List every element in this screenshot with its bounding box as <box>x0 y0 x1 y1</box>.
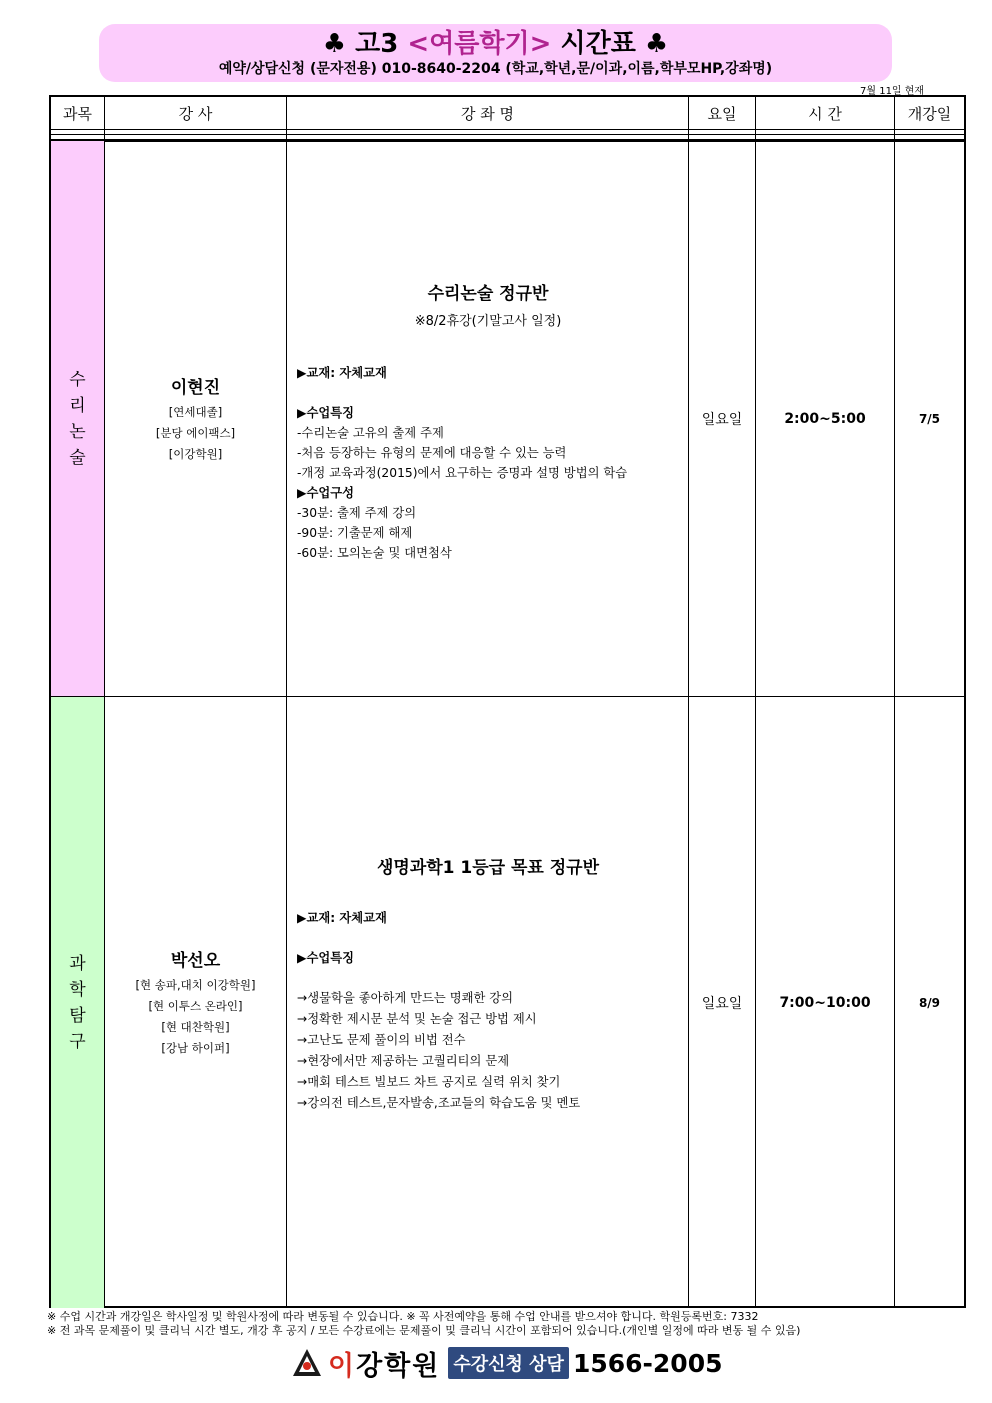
grid-line <box>51 129 964 130</box>
course-detail: →강의전 테스트,문자발송,조교들의 학습도움 및 멘토 <box>297 1096 581 1110</box>
col-header-day: 요일 <box>707 104 737 123</box>
register-label: 수강신청 상담 <box>448 1347 569 1379</box>
course-note: ※8/2휴강(기말고사 일정) <box>414 314 562 329</box>
course-detail: -수리논술 고유의 출제 주제 <box>297 426 444 440</box>
footnote: ※ 수업 시간과 개강일은 학사일정 및 학원사정에 따라 변동될 수 있습니다. ※ 꼭 사전예약을 통해 수업 안내를 받으셔야 합니다. 학원등록번호: 7332 <box>47 1310 759 1323</box>
day-cell <box>689 141 755 696</box>
timetable <box>49 95 966 1308</box>
teacher-credential: [분당 에이팩스] <box>155 425 236 440</box>
time-value: 7:00~10:00 <box>779 994 871 1011</box>
time-cell <box>756 141 894 696</box>
course-detail: -60분: 모의논술 및 대면첨삭 <box>297 546 452 560</box>
contact-subtitle: 예약/상담신청 (문자전용) 010-8640-2204 (학교,학년,문/이과,이름,학부모HP,강좌명) <box>218 61 773 77</box>
col-header-course: 강 좌 명 <box>460 104 514 123</box>
subject-label: 과학탐구 <box>69 953 86 1052</box>
course-detail: ▶교재: 자체교재 <box>297 366 387 380</box>
start-cell <box>895 697 964 1308</box>
course-detail: -처음 등장하는 유형의 문제에 대응할 수 있는 능력 <box>297 446 567 460</box>
start-date-value: 7/5 <box>918 411 941 426</box>
time-cell <box>756 697 894 1308</box>
page-title <box>99 28 892 60</box>
teacher-credential: [연세대졸] <box>168 404 223 419</box>
course-cell <box>288 853 688 1114</box>
teacher-name: 이현진 <box>170 377 221 398</box>
course-detail: →생물학을 좋아하게 만드는 명쾌한 강의 <box>297 991 513 1005</box>
title-suffix: 시간표 ♣ <box>551 29 669 59</box>
header-banner <box>99 24 892 82</box>
teacher-credential: [현 송파,대치 이강학원] <box>135 978 256 992</box>
teacher-credential: [강남 하이퍼] <box>161 1041 230 1055</box>
course-detail: -30분: 출제 주제 강의 <box>297 506 417 520</box>
academy-phone: 1566-2005 <box>572 1348 723 1378</box>
course-detail: →정확한 제시문 분석 및 논술 접근 방법 제시 <box>297 1012 537 1026</box>
teacher-cell <box>105 141 286 696</box>
title-accent: <여름학기> <box>407 29 552 59</box>
academy-logo-icon <box>290 1346 324 1380</box>
course-cell <box>288 279 688 563</box>
teacher-credential: [현 이투스 온라인] <box>148 999 243 1013</box>
time-value: 2:00~5:00 <box>784 410 866 427</box>
course-detail: ▶수업특징 <box>297 406 354 420</box>
col-header-time: 시 간 <box>808 104 842 123</box>
course-detail: -90분: 기출문제 해제 <box>297 526 413 540</box>
teacher-name: 박선오 <box>170 951 221 971</box>
grid-line <box>286 97 287 1306</box>
as-of-date: 7월 11일 현재 <box>860 86 925 97</box>
course-detail: ▶수업특징 <box>297 951 354 965</box>
start-cell <box>895 141 964 696</box>
course-detail: ▶수업구성 <box>297 486 354 500</box>
day-cell <box>689 697 755 1308</box>
academy-name: 이강학원 <box>328 1350 441 1382</box>
subject-cell <box>51 141 104 696</box>
col-header-teacher: 강 사 <box>178 104 213 123</box>
course-detail: →고난도 문제 풀이의 비법 전수 <box>297 1033 466 1047</box>
teacher-credential: [이강학원] <box>168 446 223 461</box>
col-header-start: 개강일 <box>907 104 952 123</box>
col-header-subject: 과목 <box>63 104 92 123</box>
grid-line <box>51 134 964 135</box>
course-detail: ▶교재: 자체교재 <box>297 911 387 925</box>
subject-cell <box>51 697 104 1308</box>
academy-footer <box>290 1346 723 1380</box>
course-title: 수리논술 정규반 <box>427 284 549 304</box>
teacher-credential: [현 대찬학원] <box>161 1020 230 1034</box>
day-value: 일요일 <box>701 995 743 1012</box>
course-detail: →매회 테스트 빌보드 차트 공지로 실력 위치 찾기 <box>297 1075 561 1089</box>
day-value: 일요일 <box>701 411 743 428</box>
footnote: ※ 전 과목 문제풀이 및 클리닉 시간 별도, 개강 후 공지 / 모든 수강료에는 문제풀이 및 클리닉 시간이 포함되어 있습니다.(개인별 일정에 따라 변동 될 수 있음) <box>47 1324 801 1337</box>
course-detail: →현장에서만 제공하는 고퀄리티의 문제 <box>297 1054 510 1068</box>
course-title: 생명과학1 1등급 목표 정규반 <box>376 858 600 878</box>
start-date-value: 8/9 <box>918 995 941 1010</box>
title-prefix: ♣ 고3 <box>322 29 408 59</box>
teacher-cell <box>105 697 286 1308</box>
course-detail: -개정 교육과정(2015)에서 요구하는 증명과 설명 방법의 학습 <box>297 466 628 480</box>
subject-label: 수리논술 <box>69 369 86 468</box>
